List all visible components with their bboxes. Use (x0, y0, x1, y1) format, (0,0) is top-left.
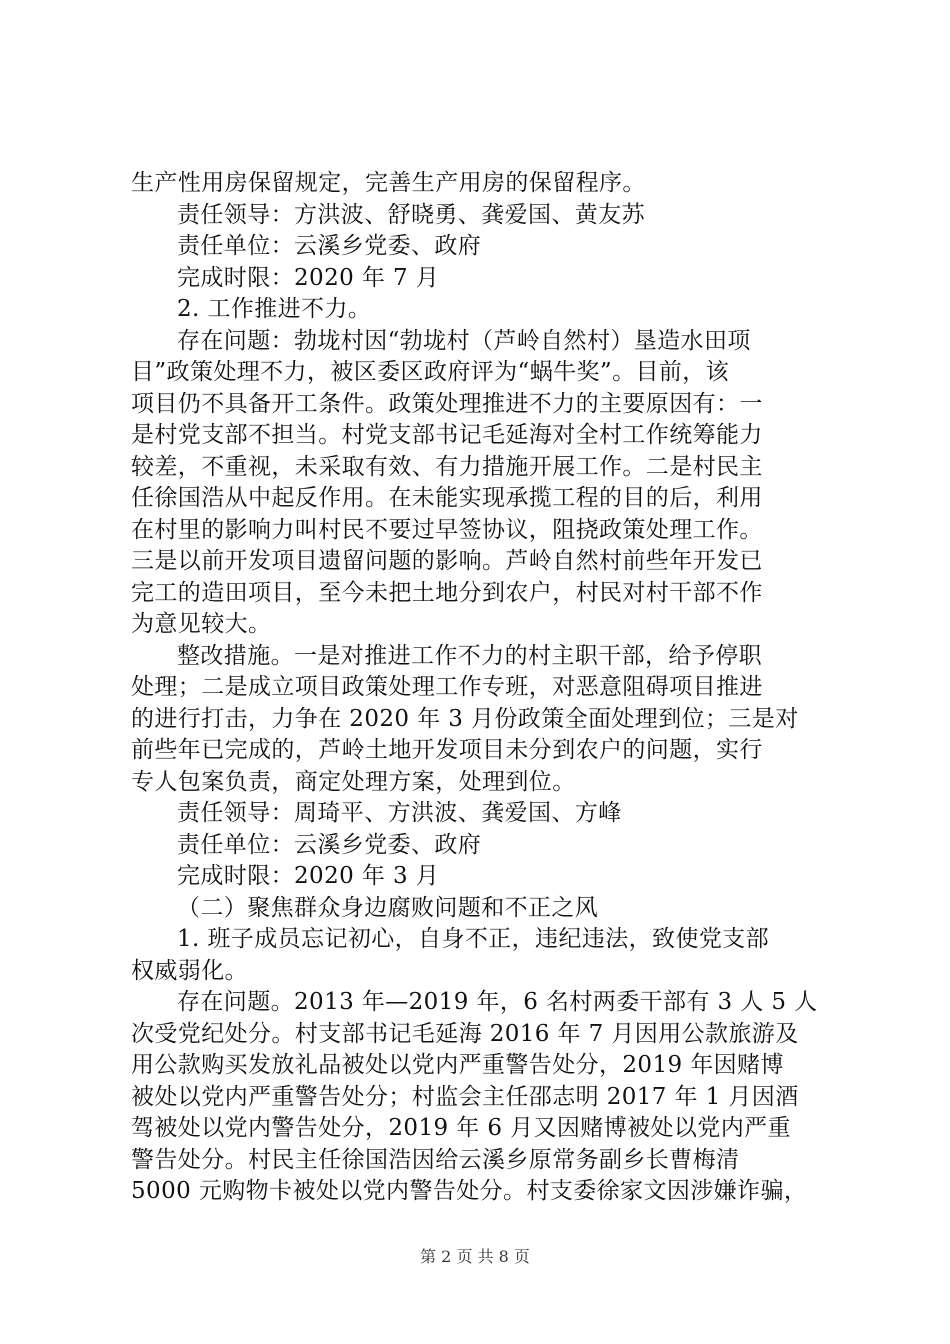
text-line: 的进行打击，力争在 2020 年 3 月份政策全面处理到位；三是对 (131, 705, 799, 732)
text-line: 整改措施。一是对推进工作不力的村主职干部，给予停职 (177, 642, 762, 669)
text-line: 用公款购买发放礼品被处以党内严重警告处分，2019 年因赌博 (131, 1052, 784, 1078)
text-line: 完工的造田项目，至今未把土地分到农户，村民对村干部不作 (131, 579, 763, 606)
text-line: 存在问题。2013 年—2019 年，6 名村两委干部有 3 人 5 人 (177, 989, 818, 1015)
text-line: 2. 工作推进不力。 (177, 296, 372, 322)
text-line: 警告处分。村民主任徐国浩因给云溪乡原常务副乡长曹梅清 (131, 1146, 740, 1173)
text-line: 被处以党内严重警告处分；村监会主任邵志明 2017 年 1 月因酒 (131, 1083, 799, 1110)
text-line: 是村党支部不担当。村党支部书记毛延海对全村工作统筹能力 (131, 422, 763, 448)
text-line: 完成时限：2020 年 3 月 (177, 863, 440, 889)
text-line: （二）聚焦群众身边腐败问题和不正之风 (177, 894, 599, 921)
text-line: 在村里的影响力叫村民不要过早签协议，阻挠政策处理工作。 (131, 516, 763, 543)
text-line: 处理；二是成立项目政策处理工作专班，对恶意阻碍项目推进 (131, 674, 763, 700)
text-line: 驾被处以党内警告处分，2019 年 6 月又因赌博被处以党内严重 (131, 1115, 791, 1141)
text-line: 三是以前开发项目遗留问题的影响。芦岭自然村前些年开发已 (131, 548, 763, 574)
page-footer: 第 2 页 共 8 页 (420, 1247, 530, 1266)
text-line: 专人包案负责，商定处理方案，处理到位。 (131, 768, 576, 795)
text-line: 存在问题：勃垅村因“勃垅村（芦岭自然村）垦造水田项 (177, 327, 751, 354)
text-line: 项目仍不具备开工条件。政策处理推进不力的主要原因有：一 (131, 390, 763, 417)
text-line: 责任领导：周琦平、方洪波、龚爱国、方峰 (177, 800, 622, 826)
text-line: 较差，不重视，未采取有效、有力措施开展工作。二是村民主 (131, 453, 763, 480)
text-line: 完成时限：2020 年 7 月 (177, 264, 440, 291)
text-line: 前些年已完成的，芦岭土地开发项目未分到农户的问题，实行 (131, 737, 763, 763)
text-line: 1. 班子成员忘记初心，自身不正，违纪违法，致使党支部 (177, 926, 770, 952)
text-line: 为意见较大。 (131, 611, 272, 637)
text-line: 目”政策处理不力，被区委区政府评为“蜗牛奖”。目前，该 (131, 359, 730, 385)
text-line: 任徐国浩从中起反作用。在未能实现承揽工程的目的后，利用 (131, 485, 763, 511)
text-line: 次受党纪处分。村支部书记毛延海 2016 年 7 月因用公款旅游及 (131, 1020, 799, 1047)
text-line: 责任单位：云溪乡党委、政府 (177, 233, 482, 259)
text-line: 权威弱化。 (131, 957, 248, 984)
text-line: 责任领导：方洪波、舒晓勇、龚爱国、黄友苏 (177, 201, 645, 228)
text-line: 5000 元购物卡被处以党内警告处分。村支委徐家文因涉嫌诈骗， (131, 1178, 808, 1204)
text-line: 生产性用房保留规定，完善生产用房的保留程序。 (131, 170, 646, 196)
document-body (131, 168, 831, 1208)
text-line: 责任单位：云溪乡党委、政府 (177, 831, 482, 858)
